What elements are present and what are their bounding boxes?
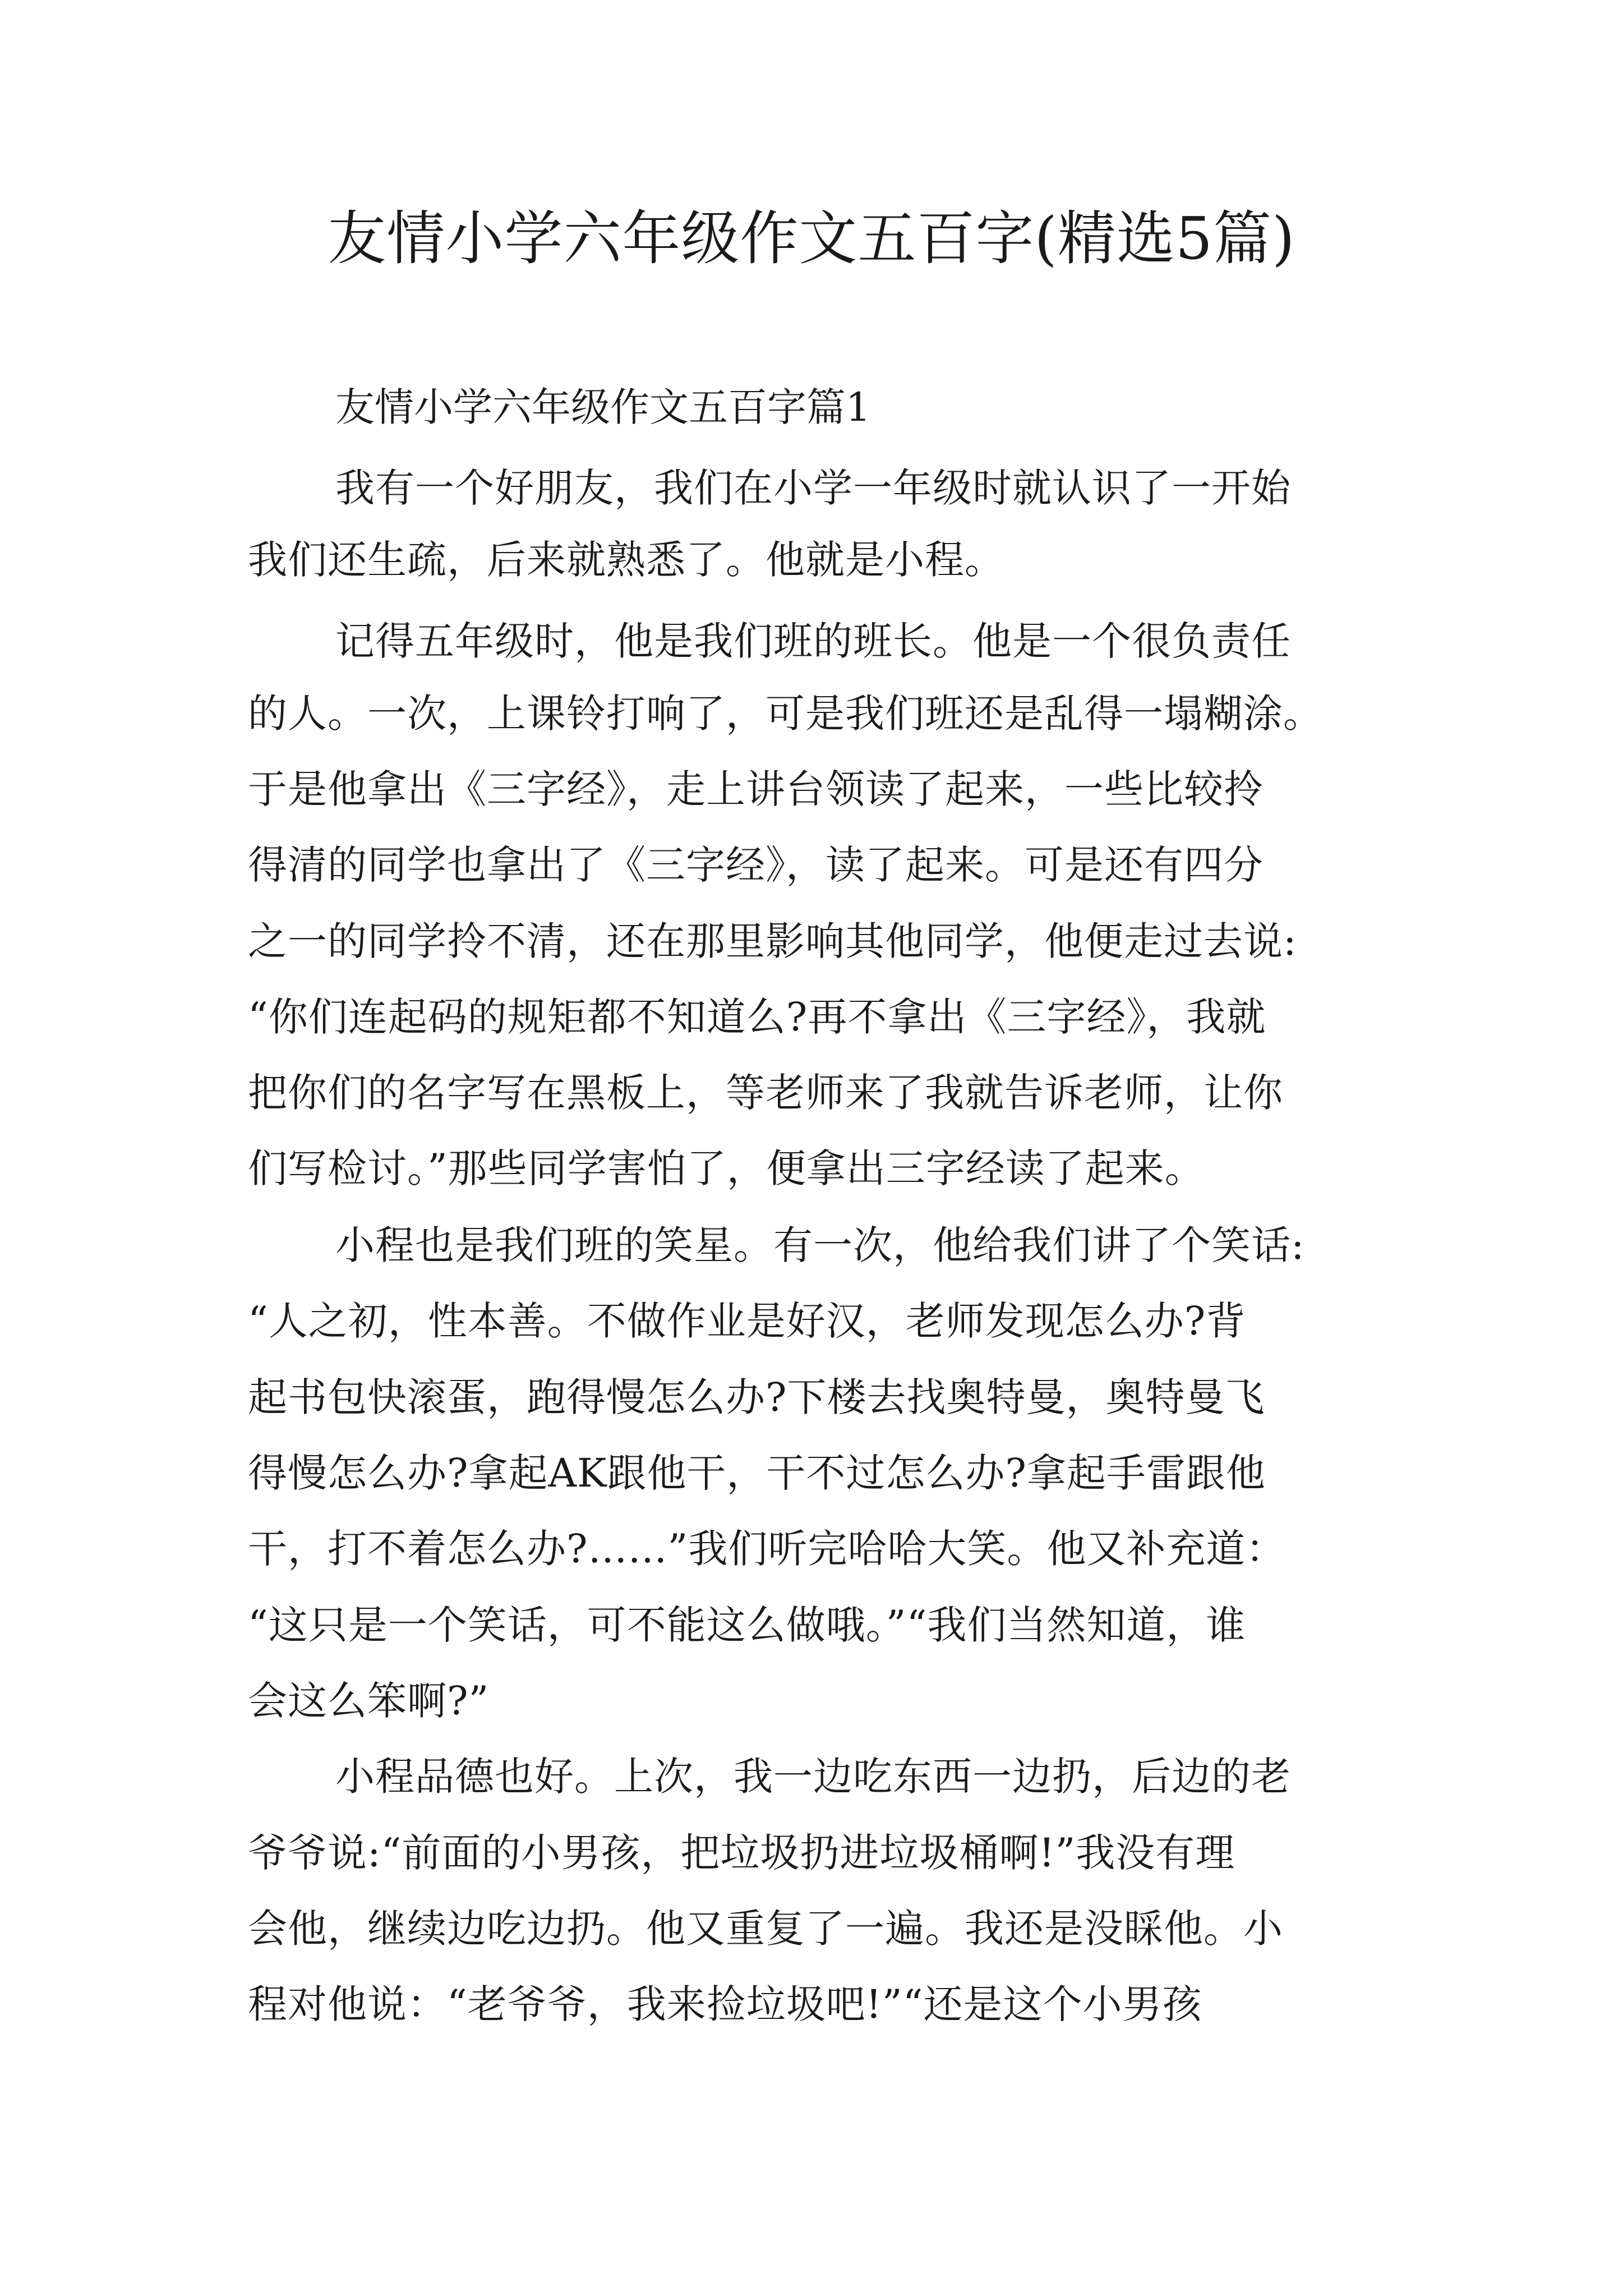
paragraph-line: 之一的同学拎不清，还在那里影响其他同学，他便走过去说:: [248, 918, 1297, 964]
paragraph-line: 记得五年级时，他是我们班的班长。他是一个很负责任: [335, 618, 1291, 664]
paragraph-line: 我们还生疏，后来就熟悉了。他就是小程。: [248, 537, 1004, 583]
paragraph-line: 程对他说：“老爷爷，我来捡垃圾吧!”“还是这个小男孩: [248, 1981, 1202, 2027]
paragraph-line: “人之初，性本善。不做作业是好汉，老师发现怎么办?背: [248, 1298, 1246, 1344]
paragraph-line: 爷爷说:“前面的小男孩，把垃圾扔进垃圾桶啊!”我没有理: [248, 1830, 1235, 1876]
paragraph-line: “你们连起码的规矩都不知道么?再不拿出《三字经》，我就: [248, 994, 1266, 1040]
paragraph-line: 的人。一次，上课铃打响了，可是我们班还是乱得一塌糊涂。: [248, 691, 1323, 737]
paragraph-line: 我有一个好朋友，我们在小学一年级时就认识了一开始: [335, 465, 1291, 511]
paragraph-line: 会这么笨啊?”: [248, 1678, 490, 1724]
paragraph-line: 把你们的名字写在黑板上，等老师来了我就告诉老师，让你: [248, 1070, 1283, 1116]
paragraph-line: 小程品德也好。上次，我一边吃东西一边扔，后边的老: [335, 1754, 1291, 1800]
paragraph-line: 得清的同学也拿出了《三字经》，读了起来。可是还有四分: [248, 842, 1264, 888]
paragraph-line: 会他，继续边吃边扔。他又重复了一遍。我还是没睬他。小: [248, 1906, 1283, 1952]
document-title: 友情小学六年级作文五百字(精选5篇): [328, 204, 1295, 273]
paragraph-line: 干，打不着怎么办?……”我们听完哈哈大笑。他又补充道：: [248, 1526, 1286, 1572]
paragraph-line: 于是他拿出《三字经》，走上讲台领读了起来，一些比较拎: [248, 766, 1264, 812]
paragraph-line: 小程也是我们班的笑星。有一次，他给我们讲了个笑话:: [335, 1222, 1305, 1268]
section-heading: 友情小学六年级作文五百字篇1: [335, 384, 871, 430]
paragraph-line: 们写检讨。”那些同学害怕了，便拿出三字经读了起来。: [248, 1145, 1205, 1191]
paragraph-line: “这只是一个笑话，可不能这么做哦。”“我们当然知道，谁: [248, 1602, 1246, 1648]
paragraph-line: 得慢怎么办?拿起AK跟他干，干不过怎么办?拿起手雷跟他: [248, 1450, 1266, 1496]
paragraph-line: 起书包快滚蛋，跑得慢怎么办?下楼去找奥特曼，奥特曼飞: [248, 1374, 1265, 1420]
